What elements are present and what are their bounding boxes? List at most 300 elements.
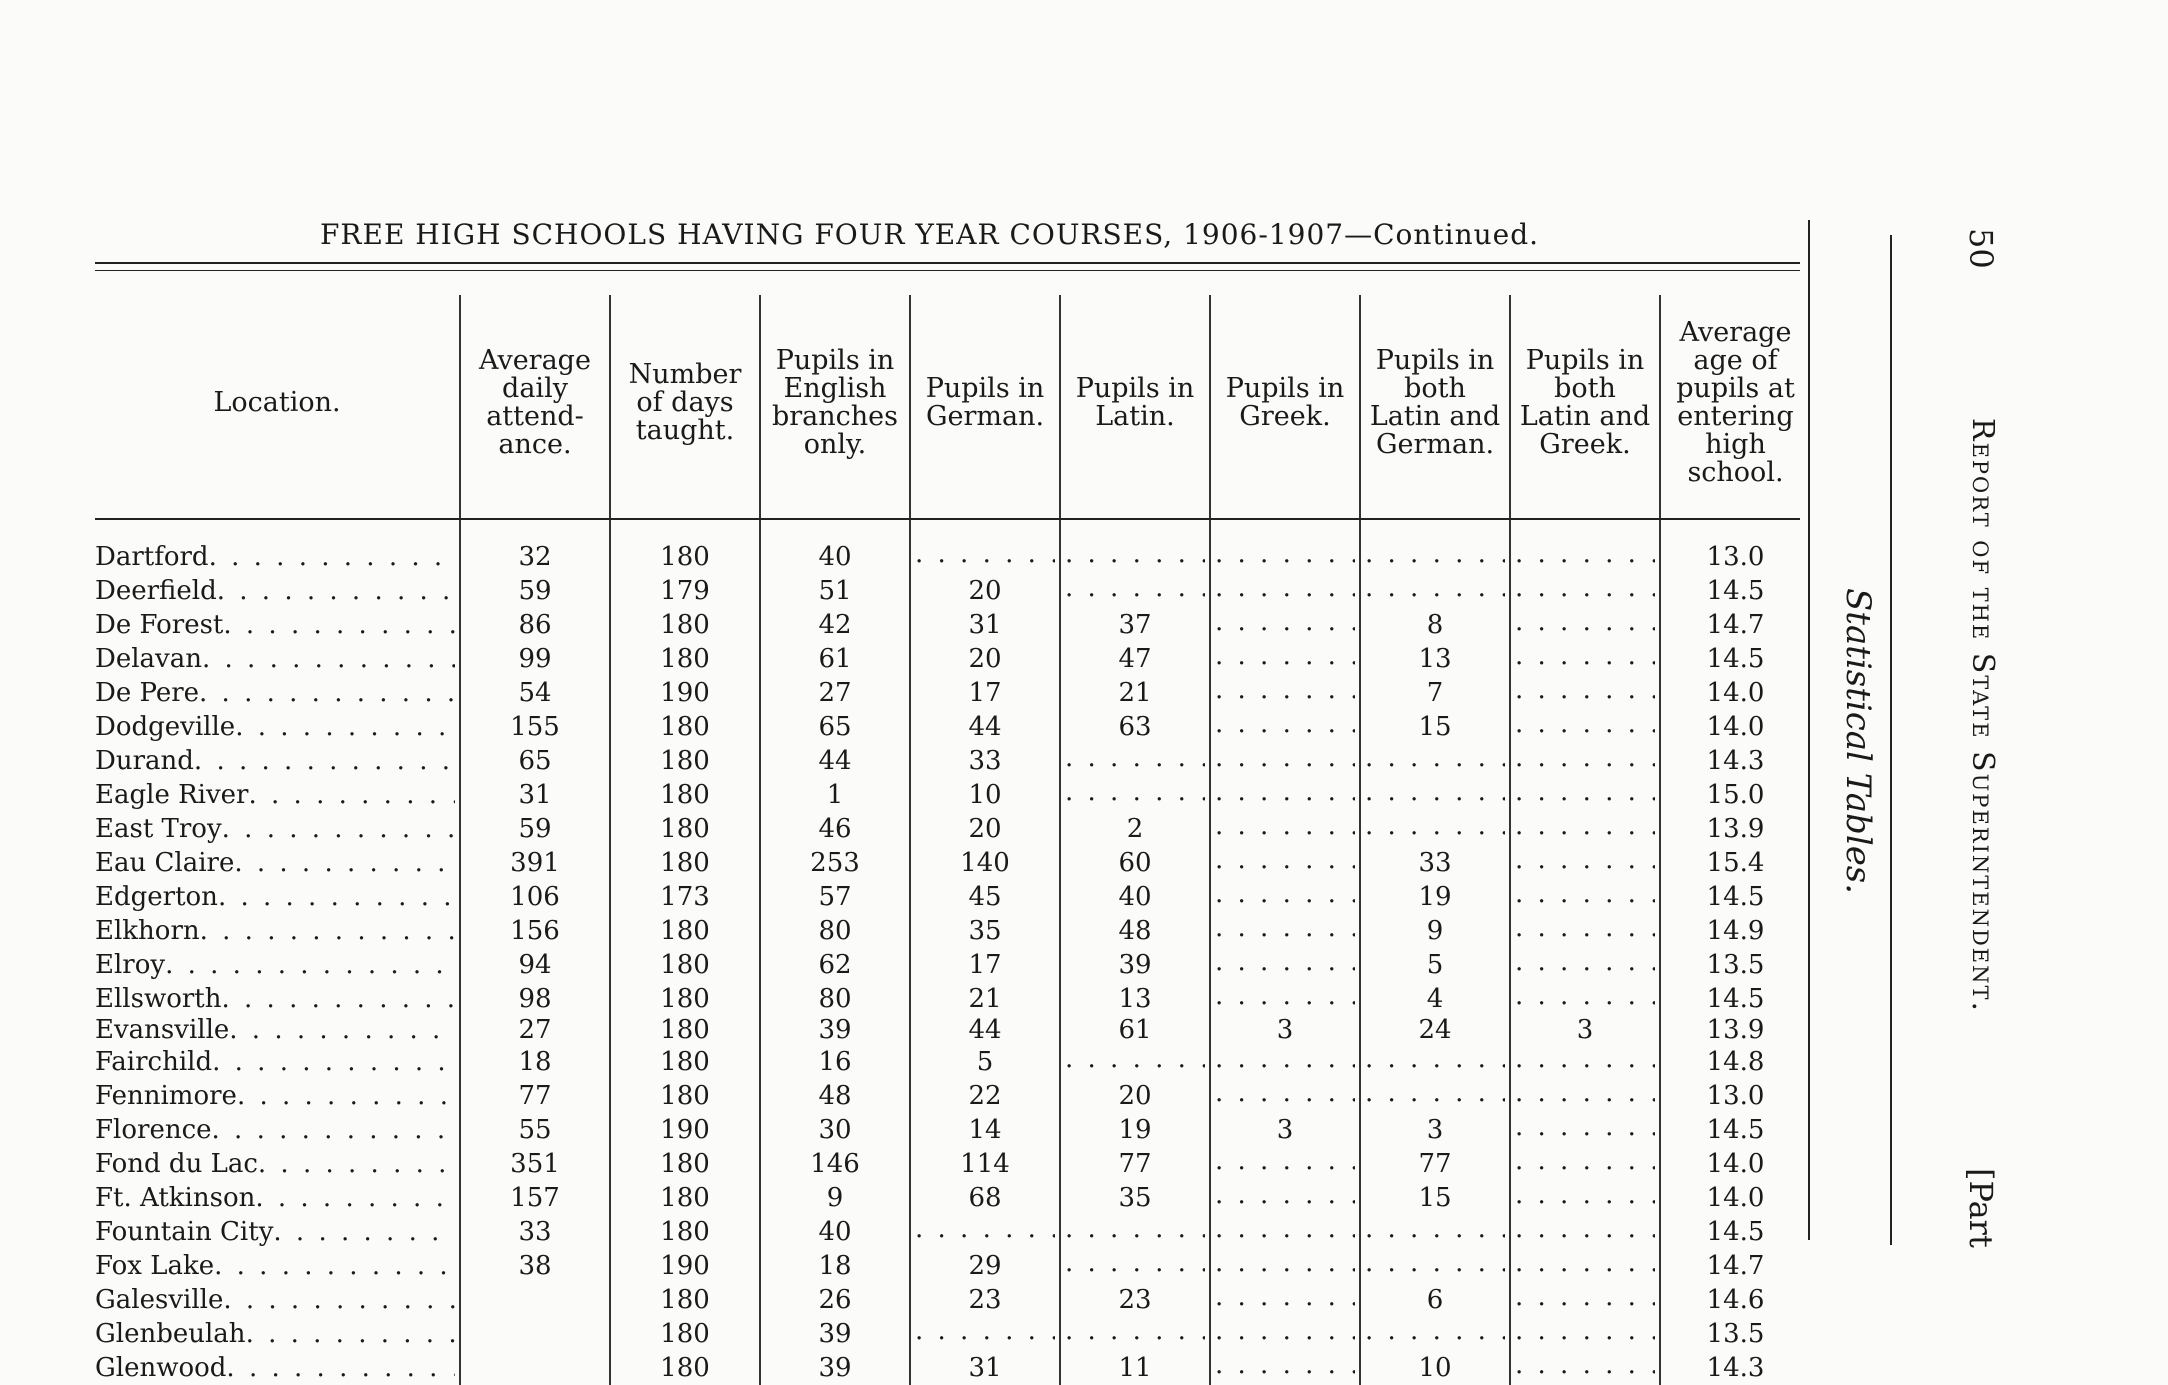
leader-dots [165, 951, 455, 979]
cell-latin-german [1360, 540, 1510, 574]
cell-latin-german: 5 [1360, 948, 1510, 982]
cell-german: 45 [910, 880, 1060, 914]
location-cell [95, 608, 460, 642]
cell-german: 140 [910, 846, 1060, 880]
empty-dots [1515, 1113, 1655, 1141]
cell-age: 14.5 [1660, 1215, 1810, 1249]
location-name: Fountain City [95, 1216, 274, 1247]
cell-german: 114 [910, 1147, 1060, 1181]
column-header: Pupils in German. [910, 295, 1060, 510]
cell-latin-greek [1510, 676, 1660, 710]
section-label: Statistical Tables. [1838, 588, 1878, 895]
table-row [95, 1079, 1810, 1113]
empty-dots [1215, 1351, 1355, 1379]
cell-days: 180 [610, 982, 760, 1016]
empty-dots [1065, 574, 1205, 602]
empty-dots [1515, 540, 1655, 568]
cell-latin-german: 15 [1360, 710, 1510, 744]
leader-dots [217, 577, 455, 605]
location-name: East Troy [95, 814, 222, 844]
empty-dots [1215, 914, 1355, 942]
location-name: Elroy [95, 950, 166, 980]
table-row [95, 540, 1810, 574]
cell-latin-german [1360, 1317, 1510, 1351]
table-row [95, 744, 1810, 778]
cell-greek [1210, 812, 1360, 846]
spacer-row [95, 510, 1810, 540]
cell-german: 10 [910, 778, 1060, 812]
location-name: Deerfield [95, 576, 217, 606]
cell-latin-greek [1510, 1317, 1660, 1351]
leader-dots [229, 1016, 455, 1044]
cell-greek [1210, 642, 1360, 676]
cell-latin-german: 10 [1360, 1351, 1510, 1385]
cell-latin-greek [1510, 710, 1660, 744]
cell-latin-german: 19 [1360, 880, 1510, 914]
cell-latin [1060, 1215, 1210, 1249]
cell-days: 180 [610, 914, 760, 948]
empty-dots [1215, 744, 1355, 772]
cell-german: 20 [910, 642, 1060, 676]
cell-latin-german [1360, 1249, 1510, 1283]
table-row [95, 846, 1810, 880]
empty-dots [1215, 642, 1355, 670]
location-cell [95, 1249, 460, 1283]
leader-dots [200, 917, 455, 945]
page-number: 50 [1962, 228, 2000, 269]
location-name: Elkhorn [95, 916, 200, 946]
cell-age: 14.5 [1660, 642, 1810, 676]
cell-latin-german: 33 [1360, 846, 1510, 880]
column-header: Pupils in English branches only. [760, 295, 910, 510]
empty-dots [1215, 608, 1355, 636]
cell-attendance: 32 [460, 540, 610, 574]
table-row [95, 1249, 1810, 1283]
spacer-cell [610, 510, 760, 540]
empty-dots [1215, 982, 1355, 1010]
cell-greek [1210, 744, 1360, 778]
cell-days: 180 [610, 1215, 760, 1249]
cell-attendance: 98 [460, 982, 610, 1016]
cell-german: 31 [910, 1351, 1060, 1385]
empty-dots [1365, 1045, 1505, 1073]
cell-days: 190 [610, 1249, 760, 1283]
cell-latin-german: 8 [1360, 608, 1510, 642]
leader-dots [199, 679, 455, 707]
cell-age: 14.9 [1660, 914, 1810, 948]
cell-english: 39 [760, 1317, 910, 1351]
cell-latin: 61 [1060, 1016, 1210, 1045]
header-row [95, 295, 1810, 510]
table-row [95, 710, 1810, 744]
table-row [95, 1283, 1810, 1317]
location-name: Durand [95, 746, 194, 776]
leader-dots [194, 747, 455, 775]
empty-dots [915, 1215, 1055, 1243]
cell-german: 5 [910, 1045, 1060, 1079]
cell-english: 57 [760, 880, 910, 914]
cell-german: 33 [910, 744, 1060, 778]
leader-dots [258, 1150, 455, 1178]
cell-attendance: 59 [460, 812, 610, 846]
leader-dots [209, 543, 455, 571]
cell-age: 14.3 [1660, 1351, 1810, 1385]
cell-english: 27 [760, 676, 910, 710]
cell-latin-greek [1510, 744, 1660, 778]
cell-latin-greek [1510, 574, 1660, 608]
table-row [95, 1351, 1810, 1385]
location-cell [95, 1147, 460, 1181]
cell-latin-greek [1510, 1045, 1660, 1079]
cell-greek [1210, 1351, 1360, 1385]
cell-german: 31 [910, 608, 1060, 642]
cell-greek [1210, 574, 1360, 608]
margin-rule [1890, 235, 1892, 1245]
location-name: Ellsworth [95, 984, 222, 1014]
spacer-cell [1510, 510, 1660, 540]
table-row [95, 914, 1810, 948]
cell-attendance: 54 [460, 676, 610, 710]
cell-days: 180 [610, 642, 760, 676]
cell-latin [1060, 1045, 1210, 1079]
cell-latin [1060, 778, 1210, 812]
spacer-cell [910, 510, 1060, 540]
cell-age: 14.0 [1660, 710, 1810, 744]
cell-german [910, 540, 1060, 574]
cell-age: 14.5 [1660, 880, 1810, 914]
cell-age: 14.0 [1660, 1147, 1810, 1181]
cell-latin-german: 4 [1360, 982, 1510, 1016]
cell-german: 29 [910, 1249, 1060, 1283]
table-row [95, 608, 1810, 642]
empty-dots [1215, 1079, 1355, 1107]
location-cell [95, 574, 460, 608]
leader-dots [246, 1320, 455, 1348]
cell-greek [1210, 948, 1360, 982]
empty-dots [1215, 1283, 1355, 1311]
cell-english: 40 [760, 1215, 910, 1249]
empty-dots [1215, 778, 1355, 806]
cell-days: 173 [610, 880, 760, 914]
cell-german: 14 [910, 1113, 1060, 1147]
cell-age: 13.9 [1660, 1016, 1810, 1045]
leader-dots [235, 713, 455, 741]
leader-dots [214, 1252, 455, 1280]
cell-age: 13.9 [1660, 812, 1810, 846]
location-name: Delavan [95, 644, 202, 674]
cell-days: 180 [610, 812, 760, 846]
cell-days: 180 [610, 1351, 760, 1385]
cell-age: 13.5 [1660, 1317, 1810, 1351]
spacer-cell [1060, 510, 1210, 540]
cell-latin-greek [1510, 948, 1660, 982]
empty-dots [1515, 1351, 1655, 1379]
cell-english: 26 [760, 1283, 910, 1317]
empty-dots [1365, 1317, 1505, 1345]
title-rule-top [95, 262, 1800, 264]
table-row [95, 880, 1810, 914]
table-row [95, 574, 1810, 608]
empty-dots [915, 1317, 1055, 1345]
cell-english: 65 [760, 710, 910, 744]
column-header: Average age of pupils at entering high school. [1660, 295, 1810, 510]
cell-english: 39 [760, 1016, 910, 1045]
cell-greek [1210, 1317, 1360, 1351]
cell-latin [1060, 744, 1210, 778]
table-row [95, 778, 1810, 812]
cell-attendance: 156 [460, 914, 610, 948]
cell-latin: 37 [1060, 608, 1210, 642]
cell-attendance: 55 [460, 1113, 610, 1147]
cell-latin-german [1360, 778, 1510, 812]
cell-latin-greek: 3 [1510, 1016, 1660, 1045]
cell-english: 80 [760, 982, 910, 1016]
cell-age: 13.0 [1660, 540, 1810, 574]
cell-german: 35 [910, 914, 1060, 948]
cell-latin: 48 [1060, 914, 1210, 948]
cell-greek [1210, 710, 1360, 744]
leader-dots [249, 781, 456, 809]
cell-days: 180 [610, 778, 760, 812]
cell-greek: 3 [1210, 1016, 1360, 1045]
cell-days: 180 [610, 1016, 760, 1045]
empty-dots [1515, 1283, 1655, 1311]
cell-attendance: 33 [460, 1215, 610, 1249]
empty-dots [915, 540, 1055, 568]
cell-latin-german: 77 [1360, 1147, 1510, 1181]
empty-dots [1215, 1147, 1355, 1175]
cell-english: 39 [760, 1351, 910, 1385]
cell-latin: 21 [1060, 676, 1210, 710]
location-name: Dartford [95, 542, 209, 572]
cell-latin-greek [1510, 1215, 1660, 1249]
cell-latin-greek [1510, 1147, 1660, 1181]
cell-latin-greek [1510, 812, 1660, 846]
cell-english: 46 [760, 812, 910, 846]
empty-dots [1515, 744, 1655, 772]
cell-greek [1210, 1249, 1360, 1283]
cell-german: 68 [910, 1181, 1060, 1215]
column-header: Pupils in both Latin and Greek. [1510, 295, 1660, 510]
location-cell [95, 1351, 460, 1385]
leader-dots [222, 815, 455, 843]
cell-english: 62 [760, 948, 910, 982]
location-cell [95, 778, 460, 812]
cell-latin-german: 3 [1360, 1113, 1510, 1147]
location-name: Evansville [95, 1016, 230, 1045]
cell-attendance: 27 [460, 1016, 610, 1045]
cell-english: 16 [760, 1045, 910, 1079]
cell-english: 42 [760, 608, 910, 642]
empty-dots [1065, 1249, 1205, 1277]
leader-dots [255, 1184, 455, 1212]
cell-greek [1210, 1283, 1360, 1317]
cell-latin-german: 7 [1360, 676, 1510, 710]
empty-dots [1515, 778, 1655, 806]
spacer-cell [760, 510, 910, 540]
running-head: Report of the State Superintendent. [1965, 418, 2000, 1014]
cell-english: 61 [760, 642, 910, 676]
leader-dots [223, 1286, 455, 1314]
cell-greek [1210, 778, 1360, 812]
cell-age: 14.5 [1660, 1113, 1810, 1147]
cell-age: 13.0 [1660, 1079, 1810, 1113]
cell-days: 190 [610, 676, 760, 710]
table-row [95, 982, 1810, 1016]
empty-dots [1215, 1249, 1355, 1277]
leader-dots [212, 1048, 455, 1076]
data-table [95, 295, 1810, 1385]
cell-age: 14.5 [1660, 574, 1810, 608]
location-name: Fond du Lac [95, 1148, 258, 1179]
empty-dots [1515, 608, 1655, 636]
leader-dots [218, 883, 455, 911]
column-header: Location. [213, 386, 341, 418]
empty-dots [1515, 914, 1655, 942]
cell-latin: 47 [1060, 642, 1210, 676]
table-row [95, 1215, 1810, 1249]
leader-dots [234, 849, 455, 877]
cell-greek [1210, 982, 1360, 1016]
empty-dots [1065, 1317, 1205, 1345]
cell-german: 44 [910, 710, 1060, 744]
cell-english: 40 [760, 540, 910, 574]
cell-age: 15.4 [1660, 846, 1810, 880]
cell-greek [1210, 880, 1360, 914]
cell-latin-greek [1510, 778, 1660, 812]
location-name: Glenbeulah [95, 1318, 246, 1349]
table-row [95, 1181, 1810, 1215]
cell-attendance: 59 [460, 574, 610, 608]
empty-dots [1515, 676, 1655, 704]
empty-dots [1515, 1215, 1655, 1243]
location-cell [95, 982, 460, 1016]
cell-greek [1210, 914, 1360, 948]
empty-dots [1515, 1317, 1655, 1345]
location-cell [95, 1113, 460, 1147]
cell-latin-german: 13 [1360, 642, 1510, 676]
cell-age: 14.7 [1660, 1249, 1810, 1283]
cell-greek [1210, 1045, 1360, 1079]
cell-greek [1210, 1215, 1360, 1249]
empty-dots [1065, 540, 1205, 568]
cell-attendance [460, 1317, 610, 1351]
cell-english: 51 [760, 574, 910, 608]
cell-english: 253 [760, 846, 910, 880]
location-cell [95, 540, 460, 574]
empty-dots [1515, 982, 1655, 1010]
column-header: Pupils in Greek. [1210, 295, 1360, 510]
cell-age: 14.6 [1660, 1283, 1810, 1317]
location-cell [95, 914, 460, 948]
leader-dots [223, 611, 455, 639]
table-row [95, 1317, 1810, 1351]
table-row [95, 1045, 1810, 1079]
table-body [95, 510, 1810, 1385]
table-row [95, 1016, 1810, 1045]
empty-dots [1515, 846, 1655, 874]
location-name: Fox Lake [95, 1250, 215, 1281]
spacer-cell [1360, 510, 1510, 540]
cell-days: 180 [610, 1045, 760, 1079]
cell-attendance: 38 [460, 1249, 610, 1283]
cell-latin [1060, 1249, 1210, 1283]
cell-greek [1210, 676, 1360, 710]
data-table-container [95, 295, 1810, 1385]
empty-dots [1515, 642, 1655, 670]
cell-german: 17 [910, 948, 1060, 982]
location-cell [95, 744, 460, 778]
location-cell [95, 812, 460, 846]
cell-latin: 19 [1060, 1113, 1210, 1147]
cell-english: 30 [760, 1113, 910, 1147]
cell-age: 14.7 [1660, 608, 1810, 642]
column-header: Number of days taught. [610, 295, 760, 510]
empty-dots [1215, 540, 1355, 568]
cell-english: 146 [760, 1147, 910, 1181]
cell-attendance [460, 1351, 610, 1385]
cell-latin-greek [1510, 608, 1660, 642]
cell-german: 44 [910, 1016, 1060, 1045]
cell-latin: 40 [1060, 880, 1210, 914]
empty-dots [1215, 1215, 1355, 1243]
cell-latin: 63 [1060, 710, 1210, 744]
cell-latin-german [1360, 1079, 1510, 1113]
empty-dots [1215, 676, 1355, 704]
location-cell [95, 1283, 460, 1317]
title-rule-bottom [95, 270, 1800, 271]
empty-dots [1215, 1181, 1355, 1209]
cell-days: 179 [610, 574, 760, 608]
cell-latin: 11 [1060, 1351, 1210, 1385]
table-row [95, 812, 1810, 846]
table-row [95, 642, 1810, 676]
cell-latin-german [1360, 574, 1510, 608]
cell-latin-greek [1510, 982, 1660, 1016]
empty-dots [1365, 1079, 1505, 1107]
cell-german [910, 1317, 1060, 1351]
cell-age: 14.0 [1660, 676, 1810, 710]
cell-greek [1210, 1079, 1360, 1113]
cell-english: 48 [760, 1079, 910, 1113]
leader-dots [221, 985, 455, 1013]
cell-days: 180 [610, 1079, 760, 1113]
cell-greek [1210, 1147, 1360, 1181]
cell-age: 14.3 [1660, 744, 1810, 778]
cell-attendance: 106 [460, 880, 610, 914]
cell-latin: 20 [1060, 1079, 1210, 1113]
location-name: Eau Claire [95, 848, 235, 878]
location-cell [95, 948, 460, 982]
cell-attendance: 31 [460, 778, 610, 812]
cell-latin-greek [1510, 1079, 1660, 1113]
header-divider [95, 518, 1800, 520]
empty-dots [1365, 812, 1505, 840]
empty-dots [1065, 1215, 1205, 1243]
cell-latin: 39 [1060, 948, 1210, 982]
cell-latin-greek [1510, 1113, 1660, 1147]
leader-dots [212, 1116, 455, 1144]
empty-dots [1065, 1045, 1205, 1073]
cell-latin-greek [1510, 1181, 1660, 1215]
cell-greek: 3 [1210, 1113, 1360, 1147]
location-name: Edgerton [95, 882, 218, 912]
cell-latin-greek [1510, 880, 1660, 914]
cell-latin-greek [1510, 1351, 1660, 1385]
cell-latin [1060, 574, 1210, 608]
cell-attendance: 18 [460, 1045, 610, 1079]
cell-greek [1210, 846, 1360, 880]
